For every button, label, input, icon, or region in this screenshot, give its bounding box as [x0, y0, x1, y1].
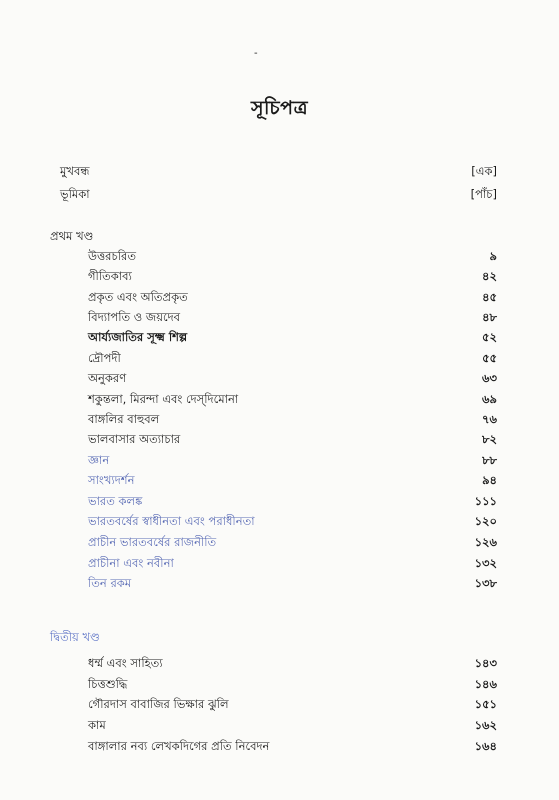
toc-entry-label: অনুকরণ — [88, 371, 127, 385]
toc-entry-page: ১৩২ — [474, 556, 497, 570]
toc-entry-label: ভারত কলঙ্ক — [88, 494, 143, 508]
toc-entry-label: দ্রৌপদী — [88, 351, 121, 365]
toc-entry-page: ১৪৩ — [474, 656, 497, 670]
toc-entry-page: ১২৬ — [474, 535, 497, 549]
toc-entry-label: মুখবন্ধ — [60, 164, 90, 178]
toc-entry-label: ভালবাসার অত্যাচার — [88, 432, 181, 446]
toc-entry-label: বাঙ্গালার নব্য লেখকদিগের প্রতি নিবেদন — [88, 739, 270, 753]
toc-entry-label: প্রকৃত এবং অতিপ্রকৃত — [88, 290, 188, 304]
page-title: সূচিপত্র — [250, 97, 309, 119]
toc-entry-label: জ্ঞান — [88, 453, 110, 467]
ink-speck: - — [254, 48, 258, 59]
toc-entry-label: চিত্তশুদ্ধি — [88, 677, 128, 691]
toc-entry-page: ১৬৪ — [474, 739, 497, 753]
section-heading-part-2: দ্বিতীয় খণ্ড — [50, 630, 100, 644]
toc-entry-page: ৪৫ — [482, 290, 497, 304]
toc-entry-page: ১৬২ — [474, 718, 497, 732]
toc-entry-page: ৫৫ — [482, 351, 497, 365]
toc-entry-page: ৪২ — [482, 269, 497, 283]
toc-entry-page: ১৪৬ — [474, 677, 497, 691]
toc-entry-label: প্রাচীন ভারতবর্ষের রাজনীতি — [88, 535, 217, 549]
toc-entry-label: গীতিকাব্য — [88, 269, 132, 283]
toc-entry-label: ভূমিকা — [60, 187, 90, 201]
toc-entry-label: বাঙ্গলির বাহুবল — [88, 412, 160, 426]
toc-entry-label: উত্তরচরিত — [88, 249, 136, 263]
toc-entry-page: ১৫১ — [474, 697, 497, 711]
toc-entry-label: ভারতবর্ষের স্বাধীনতা এবং পরাধীনতা — [88, 514, 255, 528]
toc-entry-label: বিদ্যাপতি ও জয়দেব — [88, 310, 181, 324]
toc-entry-label: আর্য্যজাতির সূক্ষ্ম শিল্প — [88, 330, 188, 344]
toc-entry-label: প্রাচীনা এবং নবীনা — [88, 556, 174, 570]
toc-entry-page: ৮২ — [482, 432, 497, 446]
toc-entry-page: ১১১ — [474, 494, 497, 508]
toc-entry-page: ৬৯ — [482, 392, 497, 406]
toc-entry-page: [পাঁচ] — [470, 187, 497, 201]
toc-entry-page: ৯ — [489, 249, 497, 263]
section-heading-part-1: প্রথম খণ্ড — [50, 229, 94, 243]
toc-entry-label: শকুন্তলা, মিরন্দা এবং দেস্‌দিমোনা — [88, 392, 239, 406]
toc-entry-page: ৯৪ — [482, 473, 497, 487]
toc-entry-page: ৪৮ — [482, 310, 497, 324]
toc-entry-page: [এক] — [471, 164, 497, 178]
toc-entry-page: ১৩৮ — [474, 576, 497, 590]
toc-entry-page: ৫২ — [482, 330, 497, 344]
toc-entry-page: ৮৮ — [482, 453, 497, 467]
toc-entry-label: ধর্ম্ম এবং সাহিত্য — [88, 656, 163, 670]
toc-entry-page: ৭৬ — [482, 412, 497, 426]
toc-entry-label: কাম — [88, 718, 106, 732]
toc-entry-label: গৌরদাস বাবাজির ভিক্ষার ঝুলি — [88, 697, 229, 711]
toc-entry-label: তিন রকম — [88, 576, 132, 590]
toc-entry-page: ১২০ — [474, 514, 497, 528]
toc-entry-label: সাংখ্যদর্শন — [88, 473, 135, 487]
toc-entry-page: ৬৩ — [482, 371, 497, 385]
